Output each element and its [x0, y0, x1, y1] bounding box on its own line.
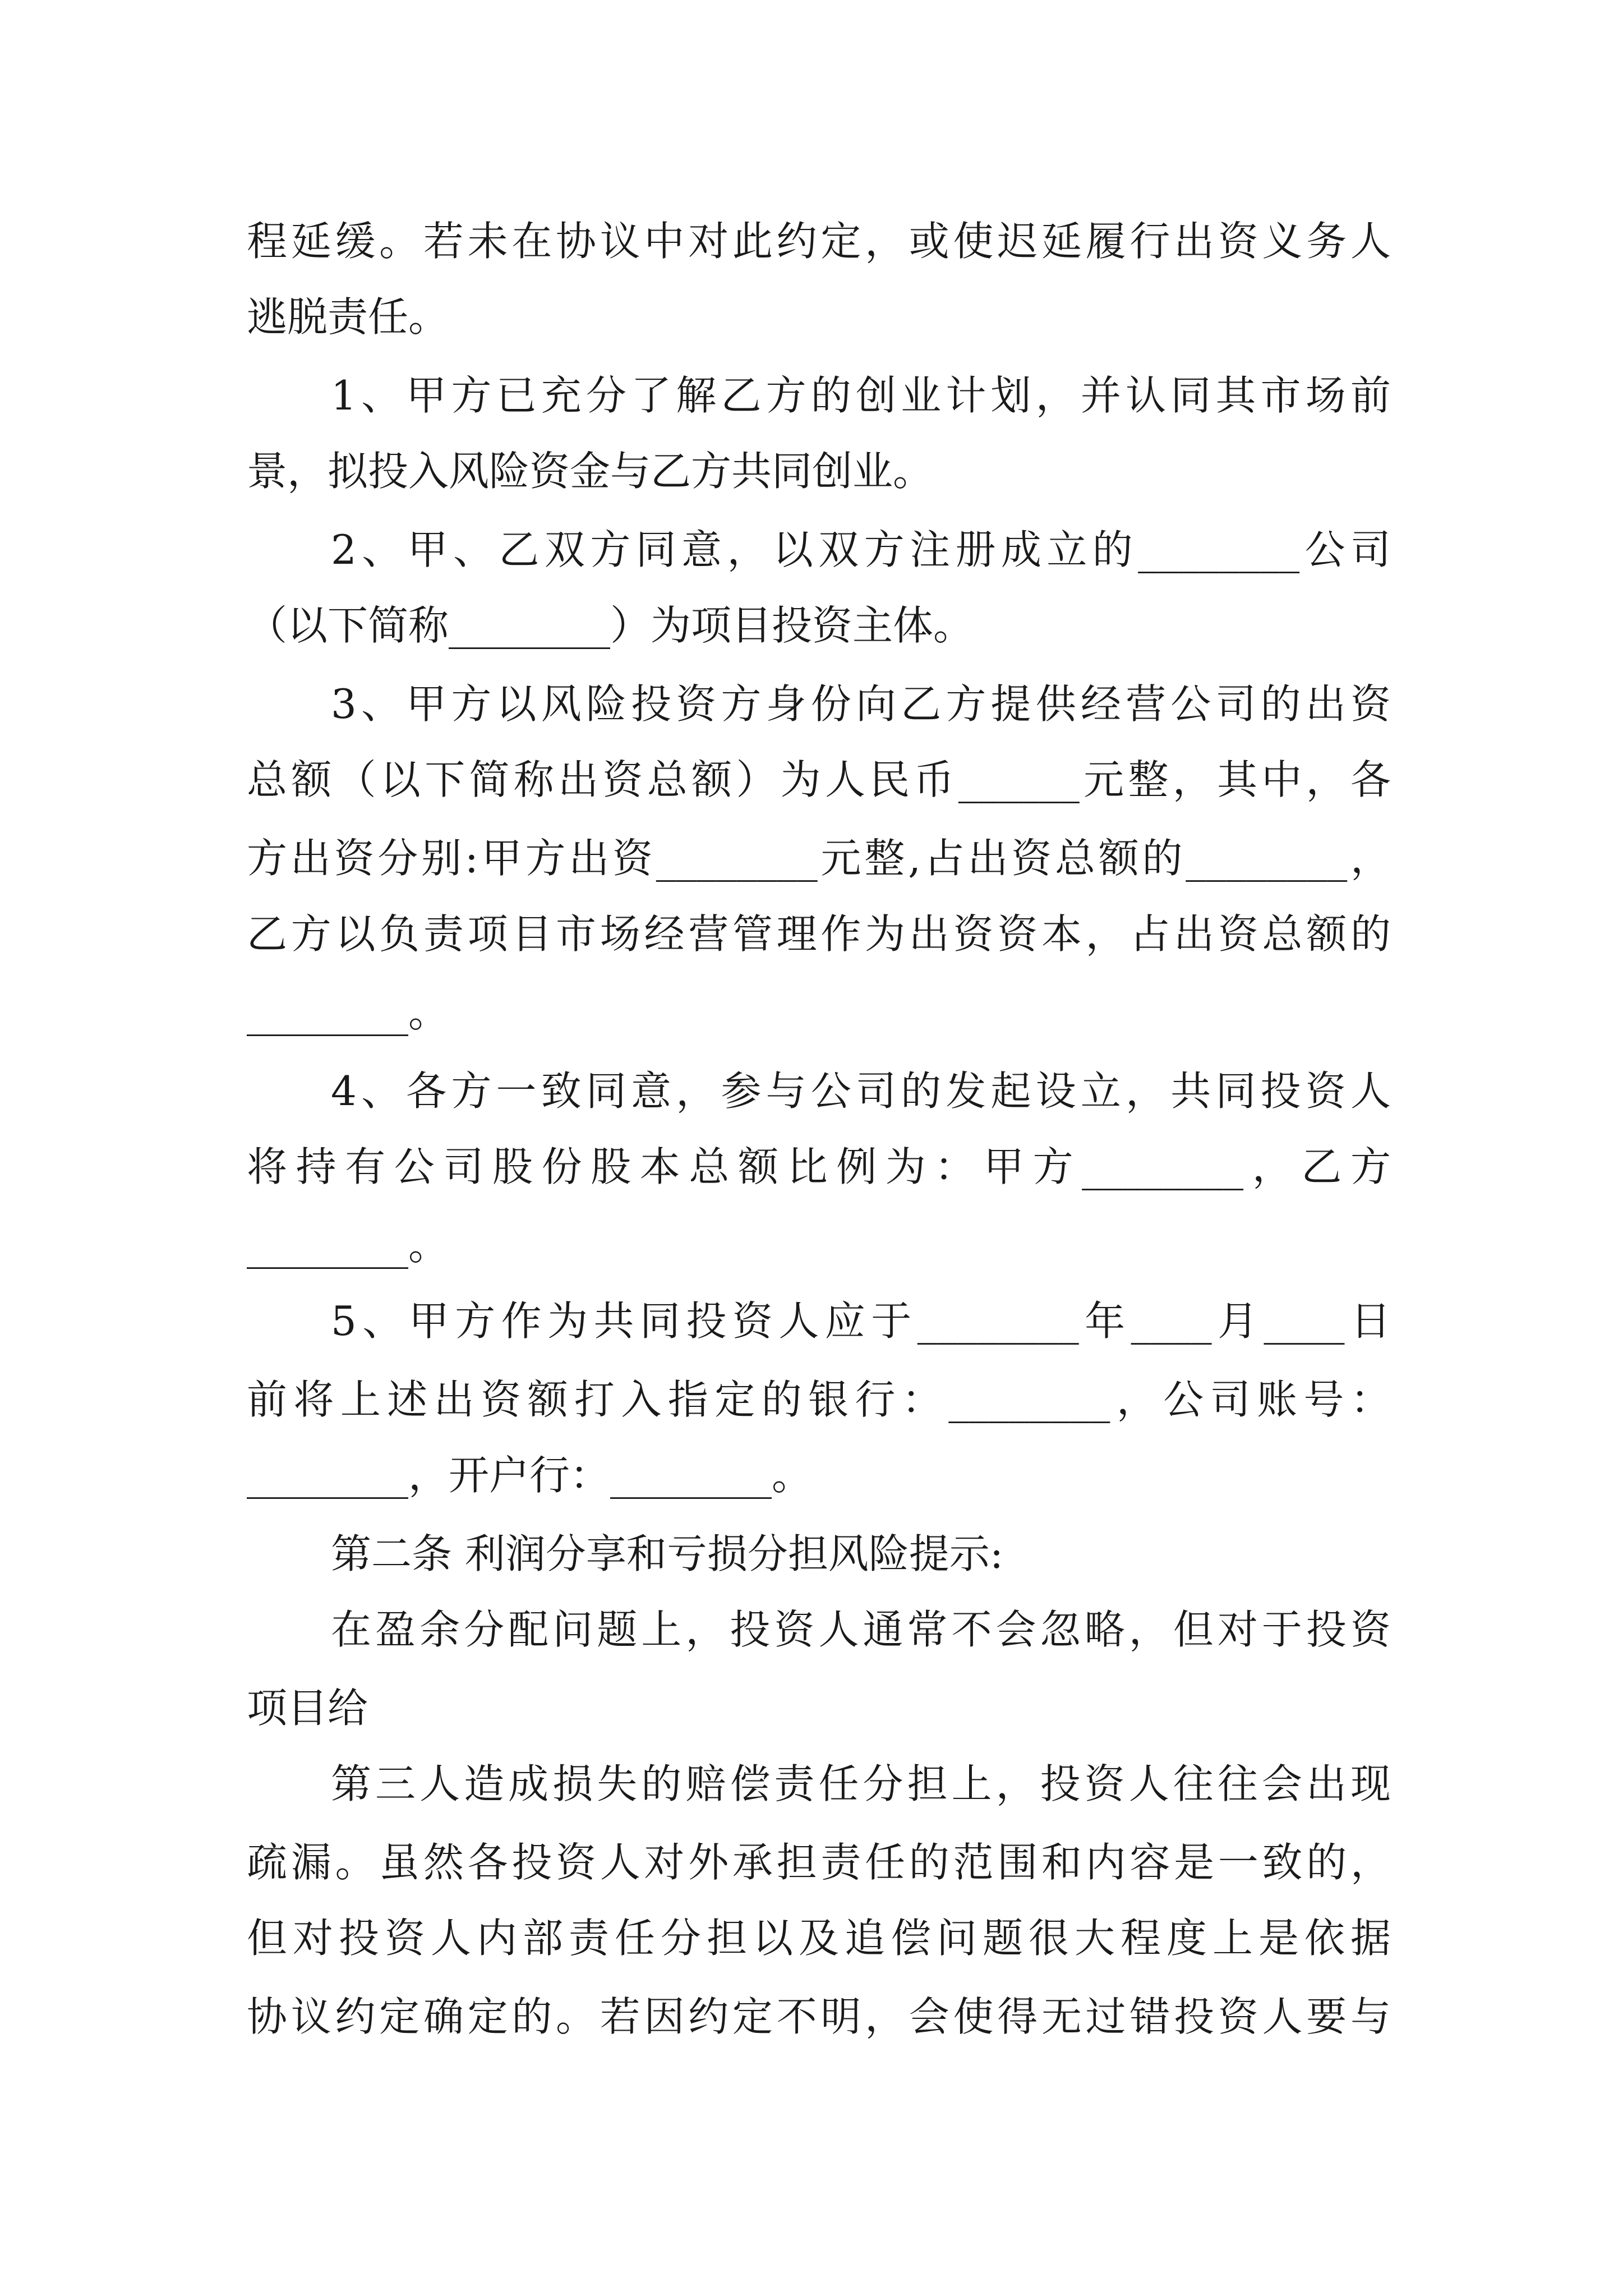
text-line: 方出资分别:甲方出资________元整,占出资总额的________，: [247, 835, 1391, 882]
text-line: 2、甲、乙双方同意，以双方注册成立的________公司: [331, 526, 1391, 573]
text-line: 在盈余分配问题上，投资人通常不会忽略，但对于投资: [331, 1606, 1391, 1653]
text-line: 疏漏。虽然各投资人对外承担责任的范围和内容是一致的，: [247, 1839, 1391, 1886]
text-line: 前将上述出资额打入指定的银行：________，公司账号：: [247, 1376, 1391, 1423]
text-line: 总额（以下简称出资总额）为人民币______元整，其中，各: [247, 756, 1391, 803]
text-line: 程延缓。若未在协议中对此约定，或使迟延履行出资义务人: [247, 218, 1391, 265]
text-line: 协议约定确定的。若因约定不明，会使得无过错投资人要与: [247, 1993, 1391, 2040]
text-line: 项目给: [247, 1685, 368, 1732]
text-line: （以下简称________）为项目投资主体。: [247, 602, 974, 649]
text-line: ________。: [247, 1222, 449, 1269]
text-line: 4、各方一致同意，参与公司的发起设立，共同投资人: [331, 1068, 1391, 1115]
text-line: 5、甲方作为共同投资人应于________年____月____日: [331, 1297, 1391, 1345]
text-line: 将持有公司股份股本总额比例为：甲方________，乙方: [247, 1143, 1391, 1190]
text-line: ________，开户行：________。: [247, 1452, 813, 1499]
text-line: 第三人造成损失的赔偿责任分担上，投资人往往会出现: [331, 1760, 1391, 1807]
text-line: 逃脱责任。: [247, 293, 449, 341]
text-line: 3、甲方以风险投资方身份向乙方提供经营公司的出资: [331, 680, 1391, 728]
text-line: 景，拟投入风险资金与乙方共同创业。: [247, 448, 934, 495]
text-line: 但对投资人内部责任分担以及追偿问题很大程度上是依据: [247, 1915, 1391, 1962]
text-line: 1、甲方已充分了解乙方的创业计划，并认同其市场前: [331, 372, 1391, 419]
text-line: 乙方以负责项目市场经营管理作为出资资本，占出资总额的: [247, 910, 1391, 958]
text-line: ________。: [247, 989, 449, 1036]
section-heading: 第二条 利润分享和亏损分担风险提示:: [331, 1530, 1004, 1577]
